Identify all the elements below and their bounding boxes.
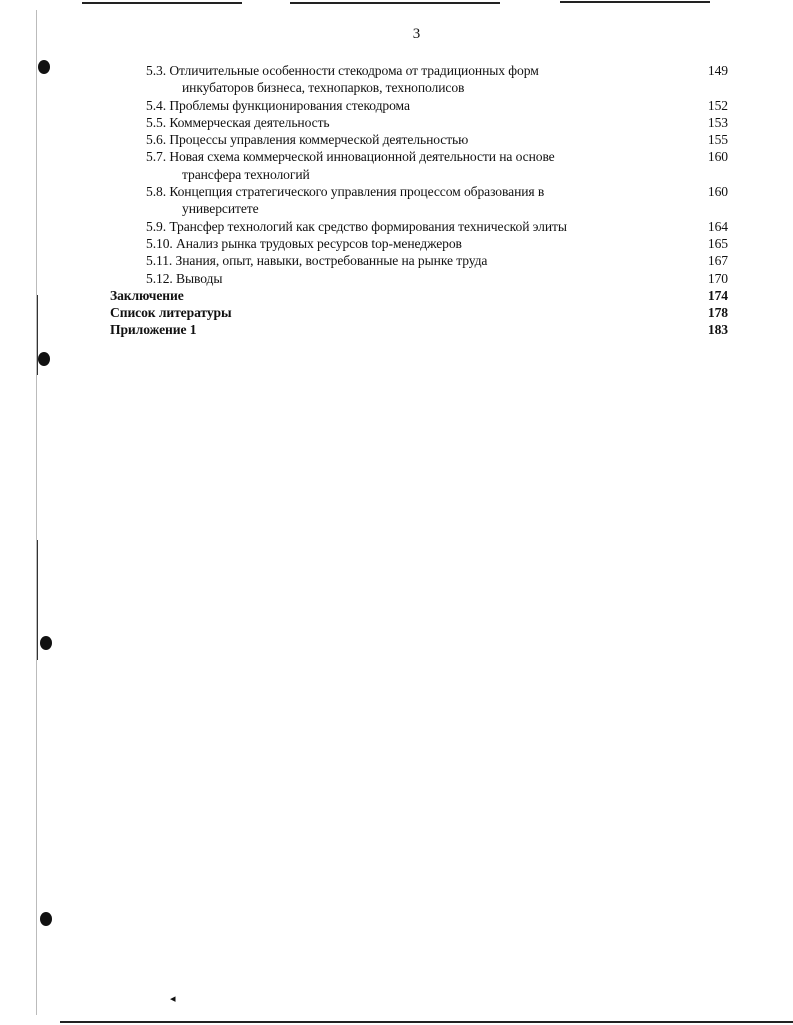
toc-entry-number: 5.4. bbox=[146, 97, 166, 113]
scan-edge-left-dark-2 bbox=[37, 540, 38, 660]
toc-entry-text bbox=[110, 218, 636, 235]
toc-entry-page: 160 bbox=[707, 184, 728, 200]
toc-entry-title bbox=[110, 305, 232, 320]
toc-entry-continuation: трансфера технологий bbox=[182, 166, 310, 182]
page-number: 3 bbox=[412, 26, 421, 42]
toc-entry-number: 5.3. bbox=[146, 63, 166, 78]
toc-entry-title bbox=[110, 288, 184, 303]
toc-entry-number: 5.7. bbox=[146, 149, 166, 165]
toc-entry-title bbox=[146, 148, 636, 165]
toc-entry-title bbox=[146, 270, 636, 287]
toc-entry-title bbox=[146, 114, 636, 131]
toc-entry-title-text: Знания, опыт, навыки, востребованные на рынке труда bbox=[175, 253, 488, 269]
toc-entry-title-text: Коммерческая деятельность bbox=[169, 114, 330, 130]
toc-entry-text bbox=[110, 270, 636, 287]
toc-entry-text bbox=[110, 97, 636, 114]
toc-entry-title bbox=[146, 131, 636, 148]
toc-entry-text bbox=[110, 252, 636, 269]
scan-edge-top-left bbox=[82, 2, 242, 4]
toc-entry-title bbox=[146, 218, 636, 235]
toc-entry-title-text: Список литературы bbox=[110, 305, 232, 321]
toc-entry-title-text: Отличительные особенности стекодрома от традиционных форм bbox=[169, 63, 539, 78]
scan-edge-top-right bbox=[560, 1, 710, 3]
toc-entry-page: 174 bbox=[707, 287, 728, 303]
toc-entry-number: 5.11. bbox=[146, 253, 173, 269]
toc-entry bbox=[110, 148, 728, 183]
toc-entry-title bbox=[110, 322, 196, 337]
toc-entry-text bbox=[110, 114, 636, 131]
toc-entry-page: 164 bbox=[707, 218, 728, 234]
toc-entry-title bbox=[146, 235, 636, 252]
toc-entry-title bbox=[146, 183, 636, 200]
table-of-contents bbox=[110, 62, 728, 339]
toc-entry-title-text: Приложение 1 bbox=[110, 322, 197, 338]
toc-entry-continuation: университете bbox=[182, 201, 259, 217]
toc-entry-page: 183 bbox=[707, 322, 728, 338]
toc-entry-text bbox=[110, 131, 636, 148]
toc-entry-text bbox=[110, 62, 636, 97]
toc-entry bbox=[110, 183, 728, 218]
toc-entry bbox=[110, 304, 728, 321]
toc-entry-number: 5.5. bbox=[146, 114, 166, 130]
punch-hole-3 bbox=[40, 636, 52, 650]
scan-edge-left-dark-1 bbox=[37, 295, 38, 375]
scan-edge-bottom bbox=[60, 1021, 793, 1023]
toc-entry bbox=[110, 252, 728, 269]
toc-entry-number: 5.8. bbox=[146, 184, 166, 200]
toc-entry-page: 167 bbox=[707, 253, 728, 269]
toc-entry-page: 178 bbox=[707, 305, 728, 321]
toc-entry bbox=[110, 218, 728, 235]
toc-entry-page: 160 bbox=[707, 149, 728, 165]
punch-hole-1 bbox=[38, 60, 50, 74]
toc-entry-text bbox=[110, 287, 184, 304]
toc-entry bbox=[110, 235, 728, 252]
toc-entry-text bbox=[110, 304, 232, 321]
toc-entry bbox=[110, 97, 728, 114]
toc-entry bbox=[110, 287, 728, 304]
punch-hole-2 bbox=[38, 352, 50, 366]
toc-entry-page: 149 bbox=[707, 63, 728, 78]
toc-entry-number: 5.9. bbox=[146, 218, 166, 234]
toc-entry-title-text: Трансфер технологий как средство формирования технической элиты bbox=[169, 218, 567, 234]
toc-entry-page: 170 bbox=[707, 270, 728, 286]
toc-entry-number: 5.6. bbox=[146, 132, 166, 148]
toc-entry-title-text: Выводы bbox=[176, 270, 223, 286]
toc-entry-title-text: Анализ рынка трудовых ресурсов top-менеджеров bbox=[176, 235, 462, 251]
toc-entry-title-text: Процессы управления коммерческой деятельностью bbox=[169, 132, 469, 148]
toc-entry-title bbox=[146, 62, 636, 79]
toc-entry-title-text: Заключение bbox=[110, 287, 184, 303]
toc-entry-continuation: инкубаторов бизнеса, технопарков, технополисов bbox=[182, 80, 465, 96]
toc-entry bbox=[110, 270, 728, 287]
toc-entry-number: 5.10. bbox=[146, 235, 173, 251]
toc-entry-text bbox=[110, 148, 636, 183]
toc-entry bbox=[110, 131, 728, 148]
toc-entry bbox=[110, 114, 728, 131]
toc-entry-title-text: Новая схема коммерческой инновационной деятельности на основе bbox=[169, 149, 555, 165]
footer-mark: ◂ bbox=[170, 993, 176, 1005]
punch-hole-4 bbox=[40, 912, 52, 926]
toc-entry-title bbox=[146, 97, 636, 114]
toc-entry-text bbox=[110, 183, 636, 218]
toc-entry bbox=[110, 321, 728, 338]
toc-entry-text bbox=[110, 321, 196, 338]
toc-entry-page: 165 bbox=[707, 235, 728, 251]
toc-entry-page: 153 bbox=[707, 114, 728, 130]
toc-entry-text bbox=[110, 235, 636, 252]
toc-entry-page: 152 bbox=[707, 97, 728, 113]
toc-entry bbox=[110, 62, 728, 97]
toc-entry-title bbox=[146, 252, 636, 269]
toc-entry-title-text: Концепция стратегического управления процессом образования в bbox=[169, 184, 545, 200]
toc-entry-title-text: Проблемы функционирования стекодрома bbox=[169, 97, 410, 113]
toc-entry-page: 155 bbox=[707, 132, 728, 148]
scan-edge-top-mid bbox=[290, 2, 500, 4]
toc-entry-number: 5.12. bbox=[146, 270, 173, 286]
scan-edge-left bbox=[36, 10, 37, 1015]
